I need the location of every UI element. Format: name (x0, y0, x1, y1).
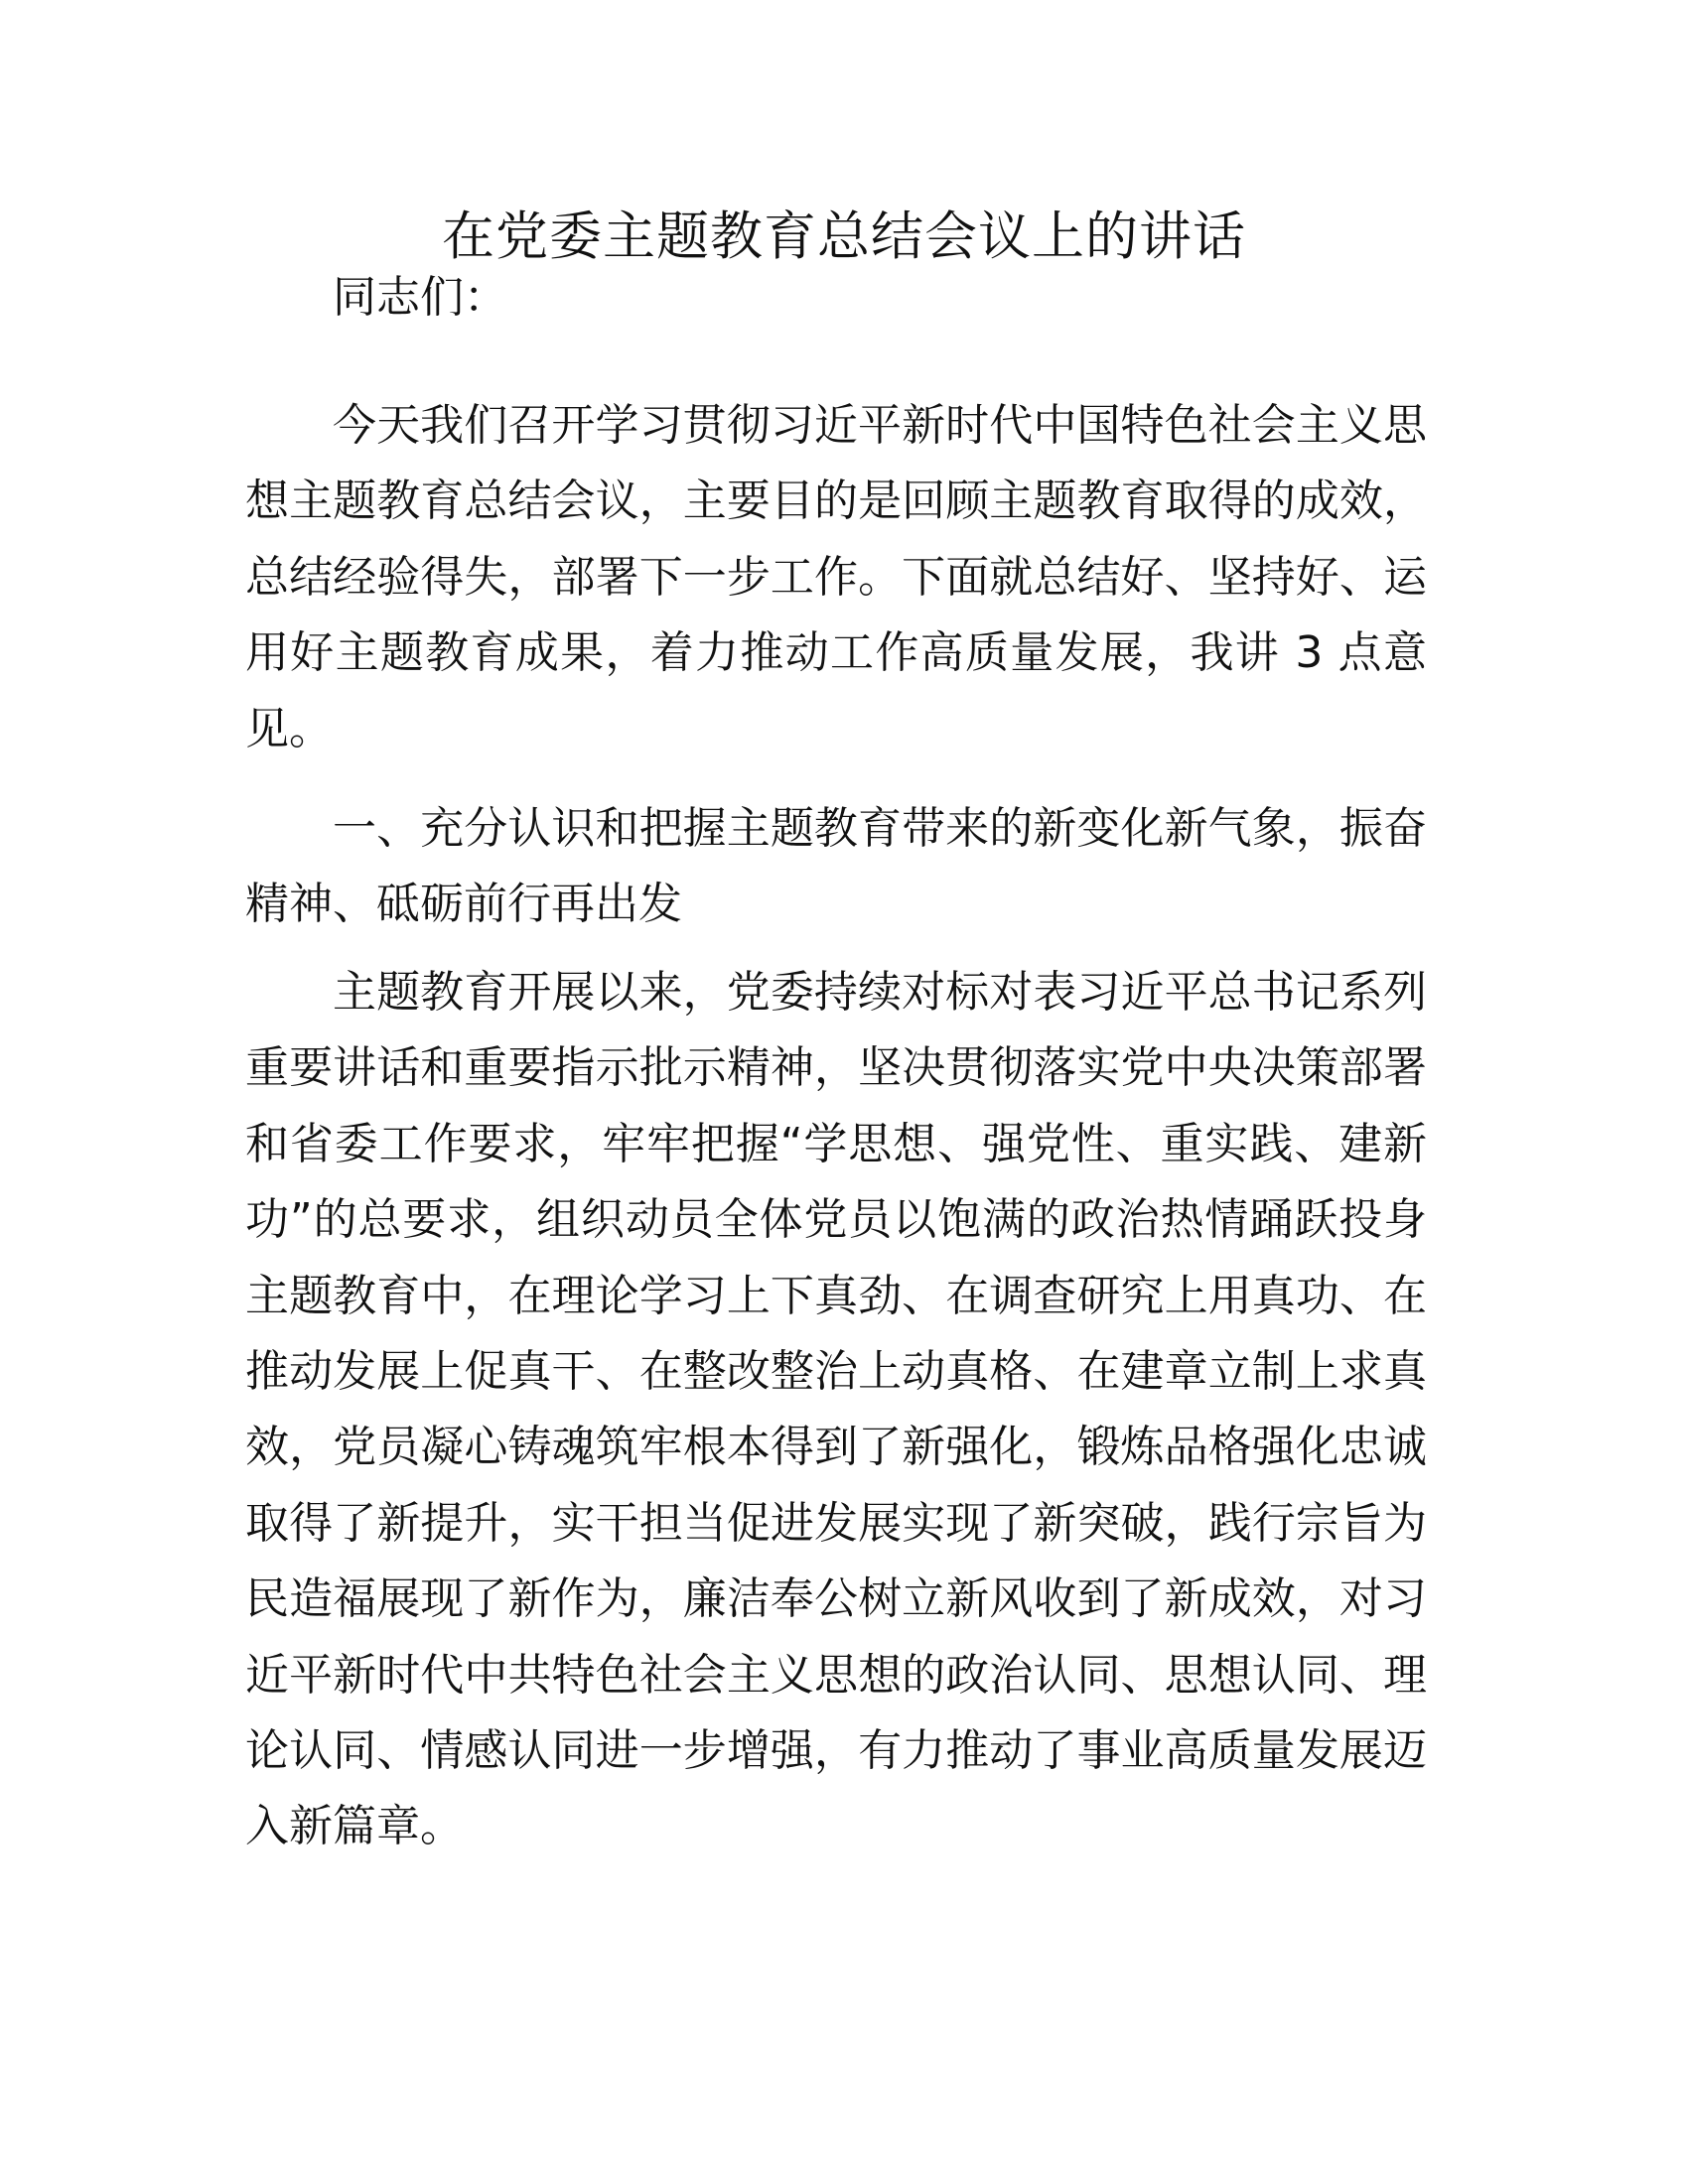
paragraph-line: 功”的总要求，组织动员全体党员以饱满的政治热情踊跃投身 (245, 1194, 1427, 1246)
paragraph-line: 主题教育中，在理论学习上下真劲、在调查研究上用真功、在 (245, 1270, 1427, 1321)
greeting-line: 同志们： (333, 272, 507, 323)
opening-paragraph (245, 388, 1427, 767)
greeting-paragraph (245, 260, 1427, 336)
paragraph-line: 和省委工作要求，牢牢把握“学思想、强党性、重实践、建新 (245, 1118, 1427, 1169)
paragraph-line: 推动发展上促真干、在整改整治上动真格、在建章立制上求真 (245, 1345, 1427, 1397)
heading-line: 一、充分认识和把握主题教育带来的新变化新气象，振奋 (333, 803, 1427, 854)
paragraph-line: 主题教育开展以来，党委持续对标对表习近平总书记系列 (333, 967, 1427, 1018)
paragraph-line: 今天我们召开学习贯彻习近平新时代中国特色社会主义思 (333, 400, 1427, 451)
paragraph-line: 重要讲话和重要指示批示精神，坚决贯彻落实党中央决策部署 (245, 1042, 1427, 1094)
paragraph-line: 民造福展现了新作为，廉洁奉公树立新风收到了新成效，对习 (245, 1573, 1427, 1625)
section-1-paragraph (245, 955, 1427, 1865)
heading-line: 精神、砥砺前行再出发 (245, 879, 682, 930)
paragraph-line: 近平新时代中共特色社会主义思想的政治认同、思想认同、理 (245, 1649, 1427, 1701)
document-title: 在党委主题教育总结会议上的讲话 (442, 206, 1246, 267)
paragraph-line: 见。 (245, 703, 333, 754)
paragraph-line: 总结经验得失，部署下一步工作。下面就总结好、坚持好、运 (245, 551, 1427, 603)
paragraph-line: 论认同、情感认同进一步增强，有力推动了事业高质量发展迈 (245, 1724, 1427, 1776)
section-heading-1 (245, 791, 1427, 943)
paragraph-line: 效，党员凝心铸魂筑牢根本得到了新强化，锻炼品格强化忠诚 (245, 1422, 1427, 1473)
paragraph-line: 取得了新提升，实干担当促进发展实现了新突破，践行宗旨为 (245, 1497, 1427, 1549)
paragraph-line: 想主题教育总结会议，主要目的是回顾主题教育取得的成效， (245, 476, 1427, 527)
paragraph-line: 用好主题教育成果，着力推动工作高质量发展，我讲 3 点意 (245, 627, 1427, 679)
paragraph-line: 入新篇章。 (245, 1801, 464, 1852)
